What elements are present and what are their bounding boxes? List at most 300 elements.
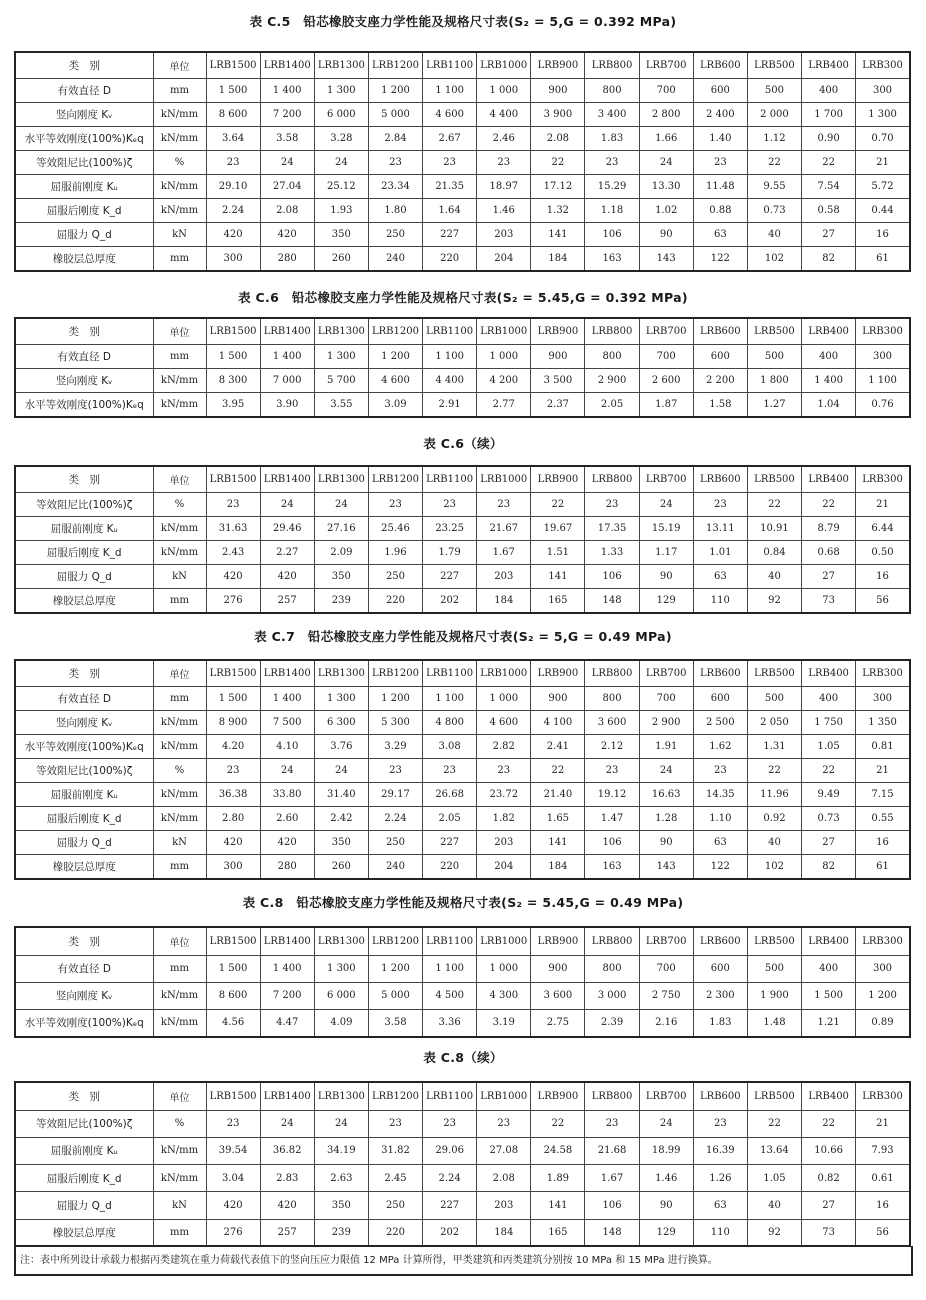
header-model: LRB1200 <box>368 1082 422 1110</box>
row-label: 竖向刚度 Kᵥ <box>15 710 153 734</box>
value-cell: 82 <box>802 247 856 271</box>
header-model: LRB1500 <box>206 318 260 344</box>
value-cell: 1 100 <box>423 955 477 982</box>
table-row <box>15 392 910 416</box>
header-model: LRB1000 <box>477 927 531 955</box>
value-cell: 3.95 <box>206 392 260 416</box>
value-cell: 8 900 <box>206 710 260 734</box>
value-cell: 500 <box>747 78 801 102</box>
value-cell: 24 <box>639 492 693 516</box>
header-model: LRB500 <box>747 466 801 492</box>
value-cell: 1.62 <box>693 734 747 758</box>
row-unit: mm <box>153 1219 206 1246</box>
table-row <box>15 1009 910 1036</box>
value-cell: 250 <box>368 223 422 247</box>
row-unit: mm <box>153 855 206 879</box>
row-unit: kN/mm <box>153 982 206 1009</box>
value-cell: 90 <box>639 1192 693 1219</box>
header-model: LRB700 <box>639 1082 693 1110</box>
value-cell: 4 500 <box>423 982 477 1009</box>
value-cell: 6 000 <box>314 982 368 1009</box>
value-cell: 0.90 <box>802 126 856 150</box>
value-cell: 2.05 <box>423 806 477 830</box>
value-cell: 300 <box>856 686 910 710</box>
value-cell: 143 <box>639 855 693 879</box>
value-cell: 184 <box>477 1219 531 1246</box>
header-model: LRB1200 <box>368 318 422 344</box>
value-cell: 3.19 <box>477 1009 531 1036</box>
header-model: LRB500 <box>747 660 801 686</box>
value-cell: 22 <box>802 1110 856 1137</box>
value-cell: 4.47 <box>260 1009 314 1036</box>
table-row <box>15 174 910 198</box>
value-cell: 102 <box>747 247 801 271</box>
row-label: 水平等效刚度(100%)Kₑq <box>15 734 153 758</box>
row-unit: kN/mm <box>153 126 206 150</box>
value-cell: 56 <box>856 1219 910 1246</box>
row-unit: % <box>153 150 206 174</box>
value-cell: 23 <box>368 1110 422 1137</box>
header-model: LRB1400 <box>260 1082 314 1110</box>
row-label: 等效阻尼比(100%)ζ <box>15 1110 153 1137</box>
spec-table <box>14 926 911 1038</box>
value-cell: 1 000 <box>477 686 531 710</box>
value-cell: 27.08 <box>477 1137 531 1164</box>
value-cell: 2 000 <box>747 102 801 126</box>
value-cell: 24 <box>314 150 368 174</box>
header-row <box>15 1082 910 1110</box>
row-unit: mm <box>153 78 206 102</box>
header-model: LRB700 <box>639 466 693 492</box>
value-cell: 23.72 <box>477 782 531 806</box>
header-model: LRB900 <box>531 1082 585 1110</box>
value-cell: 15.29 <box>585 174 639 198</box>
value-cell: 141 <box>531 831 585 855</box>
value-cell: 23 <box>206 150 260 174</box>
value-cell: 106 <box>585 565 639 589</box>
row-unit: kN/mm <box>153 102 206 126</box>
value-cell: 6 300 <box>314 710 368 734</box>
header-model: LRB1300 <box>314 660 368 686</box>
value-cell: 148 <box>585 1219 639 1246</box>
value-cell: 90 <box>639 223 693 247</box>
value-cell: 3 600 <box>585 710 639 734</box>
value-cell: 13.64 <box>747 1137 801 1164</box>
table-row <box>15 368 910 392</box>
value-cell: 23 <box>423 150 477 174</box>
value-cell: 3.58 <box>368 1009 422 1036</box>
header-model: LRB1200 <box>368 466 422 492</box>
header-model: LRB1000 <box>477 52 531 78</box>
value-cell: 18.97 <box>477 174 531 198</box>
header-model: LRB1200 <box>368 52 422 78</box>
header-model: LRB1300 <box>314 927 368 955</box>
value-cell: 106 <box>585 1192 639 1219</box>
value-cell: 400 <box>802 686 856 710</box>
value-cell: 73 <box>802 1219 856 1246</box>
header-model: LRB1500 <box>206 927 260 955</box>
value-cell: 90 <box>639 565 693 589</box>
value-cell: 2.16 <box>639 1009 693 1036</box>
value-cell: 23 <box>368 492 422 516</box>
value-cell: 21 <box>856 1110 910 1137</box>
value-cell: 11.48 <box>693 174 747 198</box>
header-model: LRB1000 <box>477 466 531 492</box>
value-cell: 8 600 <box>206 102 260 126</box>
row-label: 有效直径 D <box>15 686 153 710</box>
row-label: 水平等效刚度(100%)Kₑq <box>15 1009 153 1036</box>
value-cell: 300 <box>206 855 260 879</box>
value-cell: 110 <box>693 1219 747 1246</box>
value-cell: 2.91 <box>423 392 477 416</box>
value-cell: 350 <box>314 1192 368 1219</box>
value-cell: 16.39 <box>693 1137 747 1164</box>
table-row <box>15 344 910 368</box>
value-cell: 21 <box>856 492 910 516</box>
value-cell: 203 <box>477 223 531 247</box>
value-cell: 1 500 <box>802 982 856 1009</box>
value-cell: 3 500 <box>531 368 585 392</box>
row-label: 屈服后刚度 K_d <box>15 806 153 830</box>
value-cell: 16.63 <box>639 782 693 806</box>
value-cell: 3.29 <box>368 734 422 758</box>
row-unit: mm <box>153 589 206 613</box>
value-cell: 24 <box>314 758 368 782</box>
value-cell: 220 <box>423 855 477 879</box>
value-cell: 40 <box>747 831 801 855</box>
value-cell: 1 200 <box>368 344 422 368</box>
value-cell: 23 <box>423 492 477 516</box>
value-cell: 2 500 <box>693 710 747 734</box>
header-model: LRB700 <box>639 318 693 344</box>
value-cell: 1 400 <box>260 344 314 368</box>
value-cell: 400 <box>802 78 856 102</box>
header-model: LRB1000 <box>477 1082 531 1110</box>
value-cell: 5 000 <box>368 982 422 1009</box>
table-row <box>15 1219 910 1246</box>
value-cell: 203 <box>477 1192 531 1219</box>
value-cell: 6 000 <box>314 102 368 126</box>
header-model: LRB1400 <box>260 318 314 344</box>
value-cell: 1.46 <box>477 198 531 222</box>
value-cell: 24 <box>639 758 693 782</box>
value-cell: 2.41 <box>531 734 585 758</box>
value-cell: 4.20 <box>206 734 260 758</box>
spec-table <box>14 659 911 880</box>
value-cell: 2 050 <box>747 710 801 734</box>
value-cell: 400 <box>802 344 856 368</box>
value-cell: 143 <box>639 247 693 271</box>
value-cell: 0.58 <box>802 198 856 222</box>
header-model: LRB600 <box>693 52 747 78</box>
value-cell: 1.51 <box>531 540 585 564</box>
value-cell: 7.54 <box>802 174 856 198</box>
row-unit: kN/mm <box>153 516 206 540</box>
value-cell: 1 400 <box>802 368 856 392</box>
value-cell: 203 <box>477 831 531 855</box>
table-row <box>15 540 910 564</box>
value-cell: 110 <box>693 589 747 613</box>
value-cell: 9.55 <box>747 174 801 198</box>
header-model: LRB900 <box>531 927 585 955</box>
value-cell: 0.92 <box>747 806 801 830</box>
header-model: LRB700 <box>639 927 693 955</box>
value-cell: 600 <box>693 78 747 102</box>
value-cell: 4 600 <box>368 368 422 392</box>
table-caption: 表 C.8 铅芯橡胶支座力学性能及规格尺寸表(S₂ = 5.45,G = 0.49 MPa) <box>242 895 684 910</box>
header-model: LRB1400 <box>260 52 314 78</box>
value-cell: 61 <box>856 247 910 271</box>
value-cell: 2 300 <box>693 982 747 1009</box>
row-unit: kN/mm <box>153 734 206 758</box>
value-cell: 63 <box>693 223 747 247</box>
value-cell: 350 <box>314 831 368 855</box>
row-unit: kN/mm <box>153 782 206 806</box>
row-unit: kN/mm <box>153 710 206 734</box>
value-cell: 250 <box>368 831 422 855</box>
value-cell: 3 400 <box>585 102 639 126</box>
value-cell: 36.82 <box>260 1137 314 1164</box>
value-cell: 1.58 <box>693 392 747 416</box>
header-model: LRB1100 <box>423 660 477 686</box>
value-cell: 82 <box>802 855 856 879</box>
value-cell: 2.08 <box>531 126 585 150</box>
table-row <box>15 102 910 126</box>
row-unit: mm <box>153 344 206 368</box>
header-model: LRB600 <box>693 927 747 955</box>
value-cell: 300 <box>856 344 910 368</box>
table-row <box>15 782 910 806</box>
header-model: LRB1200 <box>368 660 422 686</box>
value-cell: 4.09 <box>314 1009 368 1036</box>
value-cell: 3 000 <box>585 982 639 1009</box>
value-cell: 1.12 <box>747 126 801 150</box>
value-cell: 1.82 <box>477 806 531 830</box>
value-cell: 250 <box>368 1192 422 1219</box>
header-model: LRB800 <box>585 660 639 686</box>
value-cell: 1 100 <box>423 686 477 710</box>
value-cell: 129 <box>639 589 693 613</box>
value-cell: 1.17 <box>639 540 693 564</box>
value-cell: 61 <box>856 855 910 879</box>
header-model: LRB600 <box>693 1082 747 1110</box>
value-cell: 27 <box>802 831 856 855</box>
header-model: LRB500 <box>747 318 801 344</box>
row-label: 等效阻尼比(100%)ζ <box>15 492 153 516</box>
value-cell: 1.27 <box>747 392 801 416</box>
value-cell: 2.82 <box>477 734 531 758</box>
value-cell: 1 400 <box>260 686 314 710</box>
row-unit: kN/mm <box>153 540 206 564</box>
spec-table <box>14 1081 911 1247</box>
header-model: LRB500 <box>747 52 801 78</box>
value-cell: 0.76 <box>856 392 910 416</box>
value-cell: 300 <box>856 955 910 982</box>
value-cell: 23 <box>206 1110 260 1137</box>
row-label: 竖向刚度 Kᵥ <box>15 102 153 126</box>
value-cell: 400 <box>802 955 856 982</box>
value-cell: 16 <box>856 565 910 589</box>
value-cell: 5 000 <box>368 102 422 126</box>
header-model: LRB1500 <box>206 466 260 492</box>
row-label: 橡胶层总厚度 <box>15 855 153 879</box>
row-unit: mm <box>153 686 206 710</box>
value-cell: 13.11 <box>693 516 747 540</box>
value-cell: 4 300 <box>477 982 531 1009</box>
value-cell: 250 <box>368 565 422 589</box>
value-cell: 0.81 <box>856 734 910 758</box>
value-cell: 1.83 <box>693 1009 747 1036</box>
value-cell: 1 300 <box>314 344 368 368</box>
value-cell: 240 <box>368 855 422 879</box>
value-cell: 15.19 <box>639 516 693 540</box>
value-cell: 184 <box>531 855 585 879</box>
value-cell: 21.68 <box>585 1137 639 1164</box>
value-cell: 4 600 <box>477 710 531 734</box>
value-cell: 148 <box>585 589 639 613</box>
row-label: 屈服前刚度 Kᵤ <box>15 782 153 806</box>
header-model: LRB600 <box>693 318 747 344</box>
row-label: 屈服前刚度 Kᵤ <box>15 1137 153 1164</box>
header-model: LRB1000 <box>477 660 531 686</box>
value-cell: 420 <box>260 1192 314 1219</box>
table-row <box>15 565 910 589</box>
value-cell: 2.24 <box>423 1165 477 1192</box>
value-cell: 2.42 <box>314 806 368 830</box>
value-cell: 220 <box>423 247 477 271</box>
value-cell: 1.91 <box>639 734 693 758</box>
value-cell: 24 <box>314 1110 368 1137</box>
header-model: LRB600 <box>693 466 747 492</box>
table-caption: 表 C.8（续） <box>423 1050 503 1065</box>
table-row <box>15 492 910 516</box>
value-cell: 22 <box>747 492 801 516</box>
value-cell: 1 300 <box>856 102 910 126</box>
row-label: 有效直径 D <box>15 78 153 102</box>
value-cell: 3.76 <box>314 734 368 758</box>
value-cell: 2.08 <box>260 198 314 222</box>
row-label: 竖向刚度 Kᵥ <box>15 368 153 392</box>
value-cell: 22 <box>531 492 585 516</box>
value-cell: 23 <box>423 1110 477 1137</box>
value-cell: 17.35 <box>585 516 639 540</box>
value-cell: 34.19 <box>314 1137 368 1164</box>
value-cell: 0.55 <box>856 806 910 830</box>
row-unit: % <box>153 1110 206 1137</box>
value-cell: 0.89 <box>856 1009 910 1036</box>
value-cell: 29.06 <box>423 1137 477 1164</box>
value-cell: 2 900 <box>639 710 693 734</box>
value-cell: 24 <box>260 150 314 174</box>
row-label: 屈服力 Q_d <box>15 565 153 589</box>
header-model: LRB700 <box>639 660 693 686</box>
value-cell: 9.49 <box>802 782 856 806</box>
value-cell: 24 <box>639 1110 693 1137</box>
value-cell: 13.30 <box>639 174 693 198</box>
header-model: LRB300 <box>856 660 910 686</box>
value-cell: 92 <box>747 1219 801 1246</box>
header-model: LRB300 <box>856 927 910 955</box>
row-label: 等效阻尼比(100%)ζ <box>15 150 153 174</box>
value-cell: 1.89 <box>531 1165 585 1192</box>
header-unit: 单位 <box>153 660 206 686</box>
header-model: LRB500 <box>747 1082 801 1110</box>
value-cell: 1.18 <box>585 198 639 222</box>
row-label: 橡胶层总厚度 <box>15 1219 153 1246</box>
value-cell: 22 <box>531 1110 585 1137</box>
value-cell: 1.40 <box>693 126 747 150</box>
value-cell: 700 <box>639 344 693 368</box>
header-model: LRB400 <box>802 1082 856 1110</box>
value-cell: 2.24 <box>206 198 260 222</box>
header-model: LRB800 <box>585 466 639 492</box>
value-cell: 800 <box>585 955 639 982</box>
value-cell: 40 <box>747 1192 801 1219</box>
value-cell: 260 <box>314 855 368 879</box>
row-unit: kN/mm <box>153 806 206 830</box>
value-cell: 1 900 <box>747 982 801 1009</box>
value-cell: 800 <box>585 344 639 368</box>
value-cell: 4 100 <box>531 710 585 734</box>
value-cell: 2.67 <box>423 126 477 150</box>
value-cell: 11.96 <box>747 782 801 806</box>
value-cell: 25.46 <box>368 516 422 540</box>
table-row <box>15 589 910 613</box>
value-cell: 63 <box>693 565 747 589</box>
value-cell: 220 <box>368 1219 422 1246</box>
value-cell: 420 <box>260 223 314 247</box>
value-cell: 2.43 <box>206 540 260 564</box>
value-cell: 202 <box>423 589 477 613</box>
row-label: 屈服力 Q_d <box>15 223 153 247</box>
header-model: LRB400 <box>802 660 856 686</box>
value-cell: 16 <box>856 223 910 247</box>
value-cell: 3.09 <box>368 392 422 416</box>
value-cell: 500 <box>747 686 801 710</box>
table-caption: 表 C.7 铅芯橡胶支座力学性能及规格尺寸表(S₂ = 5,G = 0.49 MPa) <box>254 629 672 644</box>
row-label: 屈服后刚度 K_d <box>15 1165 153 1192</box>
value-cell: 420 <box>206 1192 260 1219</box>
header-model: LRB400 <box>802 318 856 344</box>
table-row <box>15 1165 910 1192</box>
header-unit: 单位 <box>153 52 206 78</box>
value-cell: 165 <box>531 1219 585 1246</box>
value-cell: 1 300 <box>314 78 368 102</box>
table-caption: 表 C.5 铅芯橡胶支座力学性能及规格尺寸表(S₂ = 5,G = 0.392 MPa) <box>249 14 677 29</box>
row-unit: kN/mm <box>153 174 206 198</box>
value-cell: 1.33 <box>585 540 639 564</box>
value-cell: 27 <box>802 223 856 247</box>
value-cell: 129 <box>639 1219 693 1246</box>
value-cell: 2.09 <box>314 540 368 564</box>
header-model: LRB600 <box>693 660 747 686</box>
value-cell: 2.77 <box>477 392 531 416</box>
table-row <box>15 710 910 734</box>
header-model: LRB1400 <box>260 660 314 686</box>
row-unit: kN/mm <box>153 392 206 416</box>
table-note: 注：表中所列设计承载力根据丙类建筑在重力荷载代表值下的竖向压应力限值 12 MPa 计算所得，甲类建筑和丙类建筑分别按 10 MPa 和 15 MPa 进行换算。 <box>20 1255 718 1266</box>
value-cell: 22 <box>747 758 801 782</box>
table-row <box>15 806 910 830</box>
header-model: LRB1200 <box>368 927 422 955</box>
value-cell: 2 400 <box>693 102 747 126</box>
value-cell: 3.64 <box>206 126 260 150</box>
value-cell: 227 <box>423 831 477 855</box>
value-cell: 276 <box>206 1219 260 1246</box>
header-model: LRB800 <box>585 927 639 955</box>
header-model: LRB400 <box>802 927 856 955</box>
value-cell: 1 000 <box>477 344 531 368</box>
